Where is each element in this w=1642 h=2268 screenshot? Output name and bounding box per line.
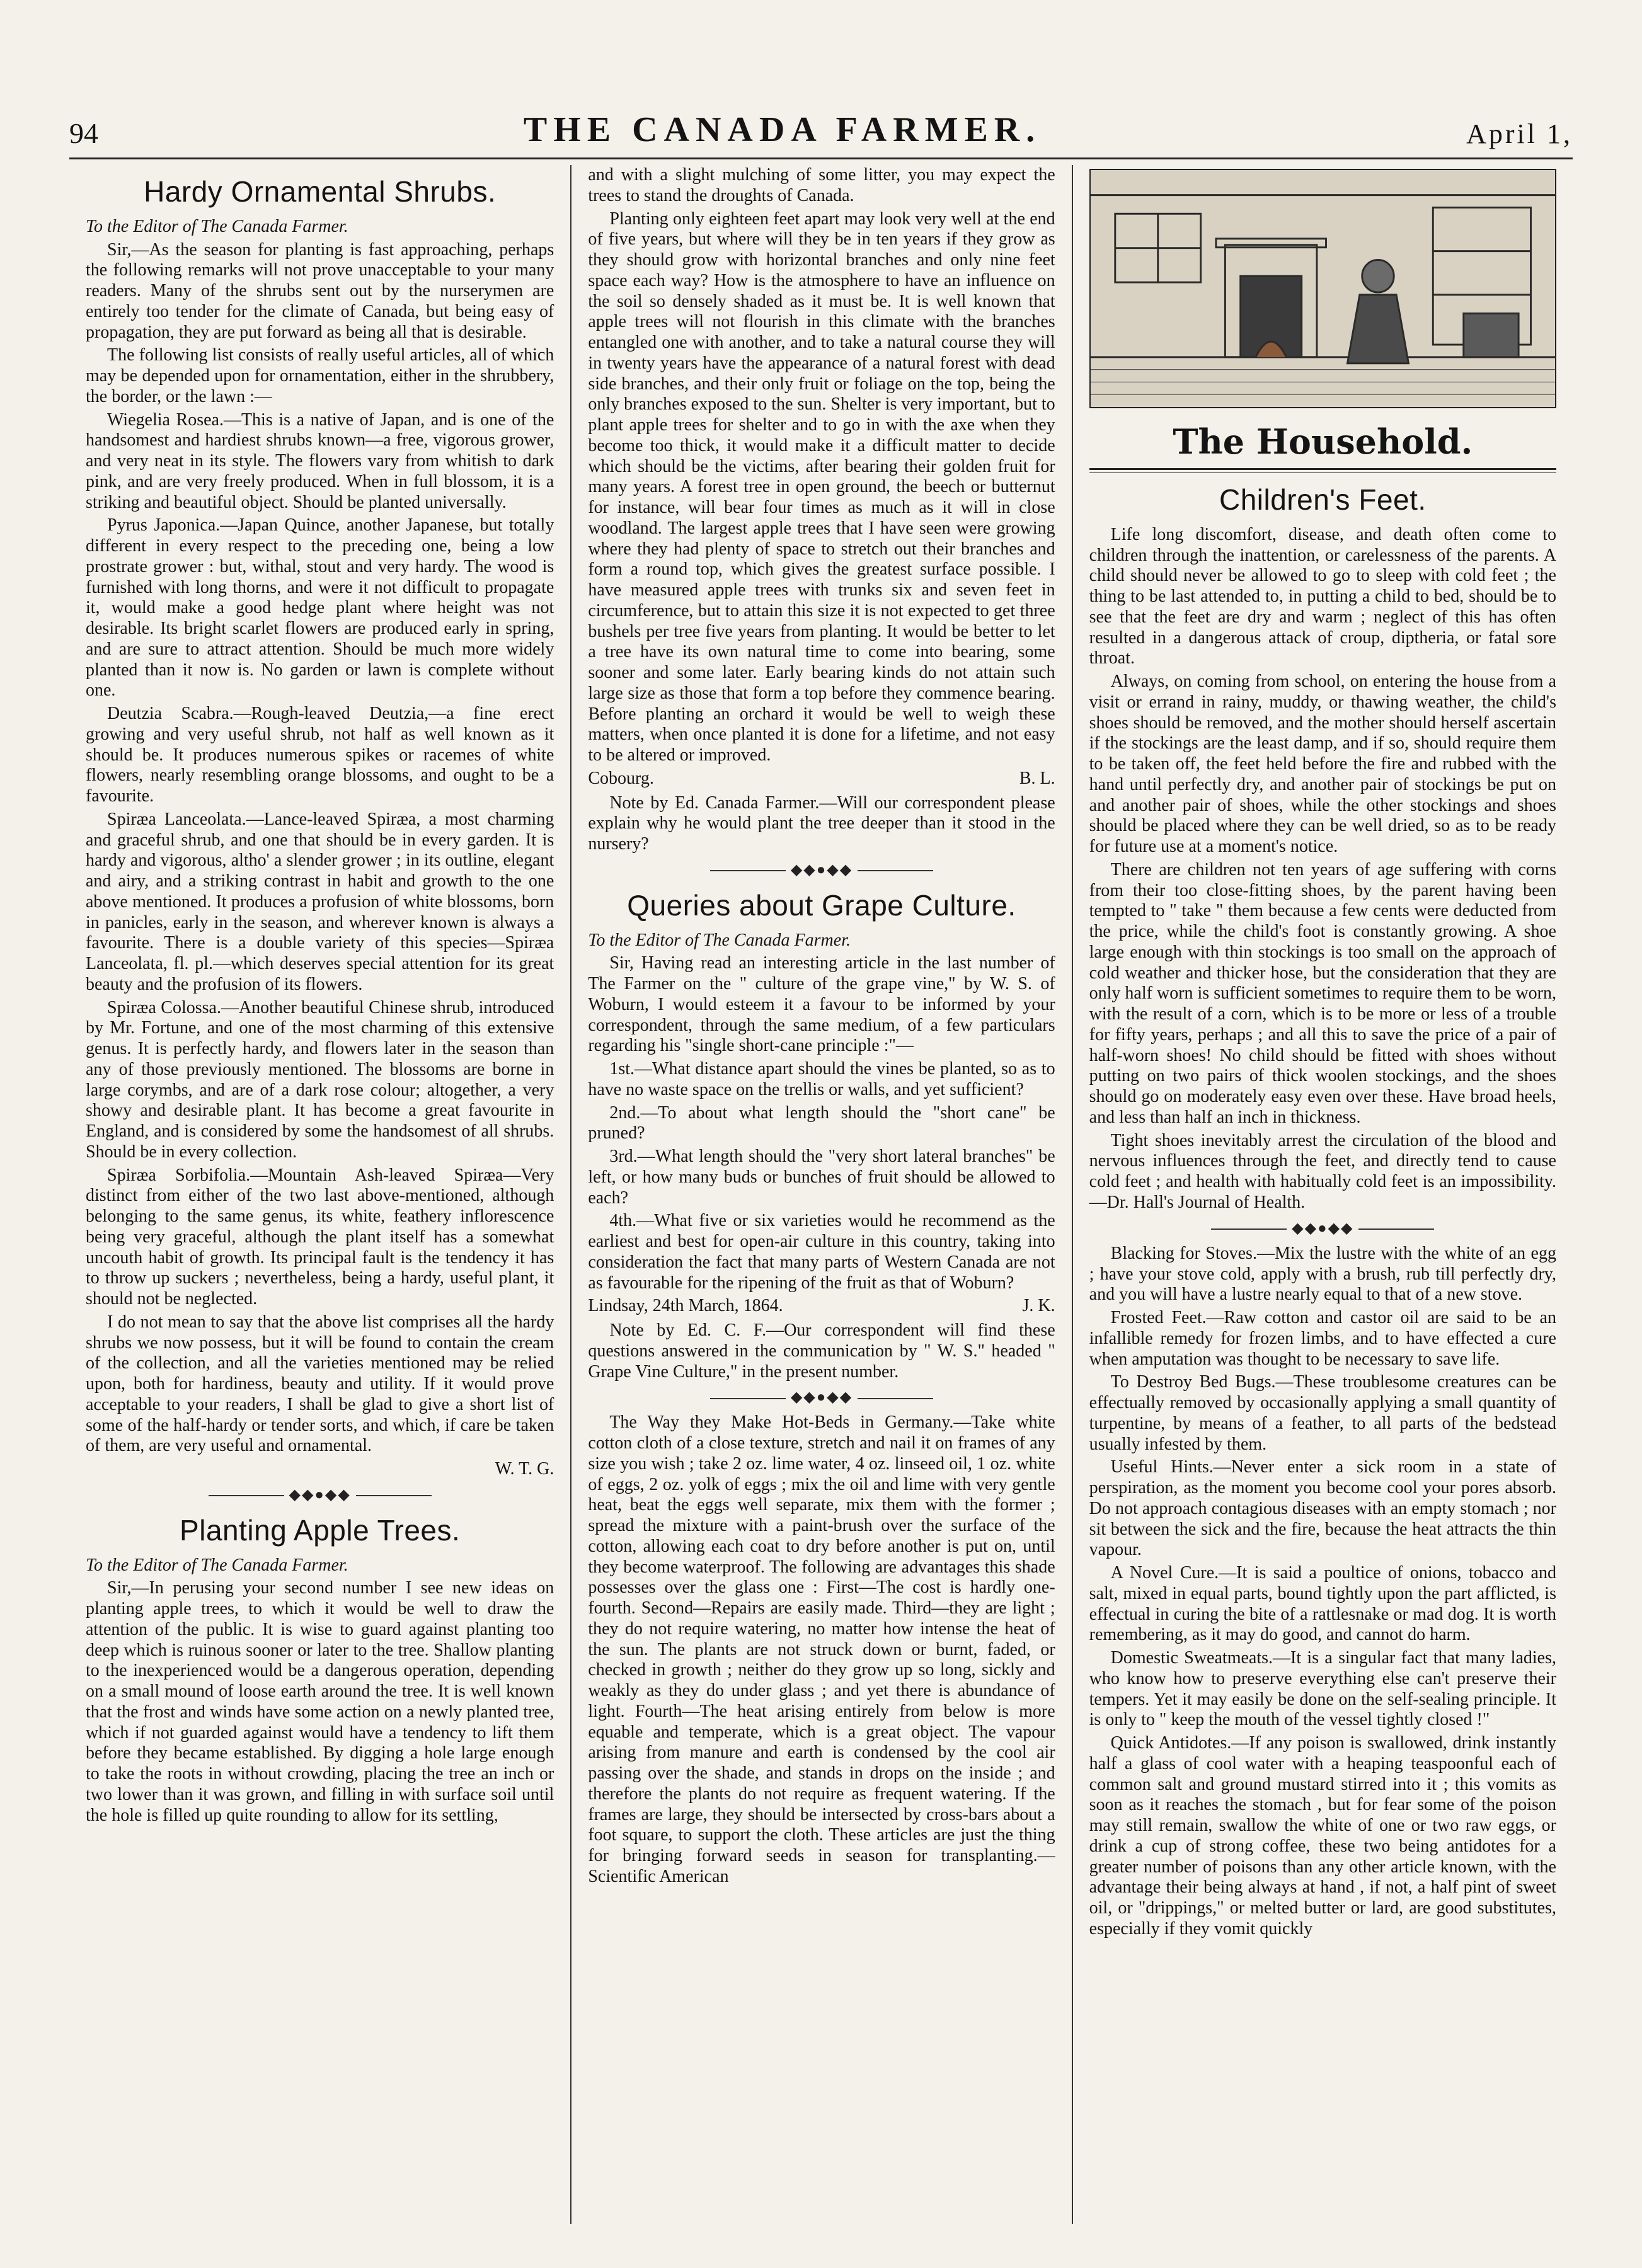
paragraph: Spiræa Colossa.—Another beautiful Chinese shrub, introduced by Mr. Fortune, and one of the most charming of this extensive genus. It is perfectly hardy, and flowers later in the season than any of those previously mentioned. The blossoms are borne in large corymbs, and are of a dark rose colour; altogether, a very showy and desirable plant. It has become a great favourite in England, and is considered by some the handsomest of all shrubs. Should be in every collection. [86, 997, 554, 1162]
query: 2nd.—To about what length should the "short cane" be pruned? [588, 1102, 1055, 1143]
paragraph: Pyrus Japonica.—Japan Quince, another Japanese, but totally different in every respect to the preceding one, being a low prostrate grower : but, withal, stout and very hardy. The wood is furnished with long thorns, and were it not difficult to propagate it, would make a good hedge plant where height was not desirable. Its bright scarlet flowers are produced early in spring, and are sure to attract attention. Should be much more widely planted than it now is. No garden or lawn is complete without one. [86, 515, 554, 701]
paragraph: The Way they Make Hot-Beds in Germany.—Take white cotton cloth of a close texture, stretch and nail it on frames of any size you wish ; take 2 oz. lime water, 4 oz. linseed oil, 1 oz. white of eggs, 2 oz. yolk of eggs ; mix the oil and lime with very gentle heat, beat the eggs well separate, mix them with the former ; spread the mixture with a paint-brush over the surface of the cotton, allowing each coat to dry before another is put on, until they become waterproof. The following are advantages this shade possesses over the glass one : First—The cost is hardly one-fourth. Second—Repairs are easily made. Third—they are light ; they do not require watering, no matter how intense the heat of the sun. The plants are not struck down or burnt, faded, or checked in growth ; neither do they grow up so long, sickly and weakly as they do under glass ; and yet there is abundance of light. Fourth—The heat arising entirely from below is more equable and temperate, which is a great object. The vapour arising from manure and earth is condensed by the cool air passing over the shade, and stands in drops on the inside ; and therefore the plants do not require as frequent watering. If the frames are large, they should be intersected by cross-bars about a foot square, to support the cloth. These articles are just the thing for bringing forward seeds in season for transplanting.—Scientific American [588, 1412, 1055, 1886]
paragraph: A Novel Cure.—It is said a poultice of onions, tobacco and salt, mixed in equal parts, bound tightly upon the part afflicted, is effectual in curing the bite of a rattlesnake or mad dog. It is worth remembering, as it may do good, and cannot do harm. [1089, 1563, 1556, 1645]
editor-note: Note by Ed. Canada Farmer.—Will our correspondent please explain why he would plant the tree deeper than it stood in the nursery? [588, 793, 1055, 854]
paragraph: Blacking for Stoves.—Mix the lustre with the white of an egg ; have your stove cold, apply with a brush, rub till perfectly dry, and you will have a lustre nearly equal to that of a new stove. [1089, 1243, 1556, 1305]
section-rule [1089, 468, 1556, 473]
header-rule [69, 158, 1573, 159]
paragraph: Always, on coming from school, on entering the house from a visit or errand in rainy, muddy, or thawing weather, the child's shoes should be removed, and the mother should herself ascertain if the stockings are the least damp, and if so, should require them to be taken off, the feet held before the fire and rubbed with the hand until perfectly dry, and another pair of stockings be put on and another pair of shoes, while the other stockings and shoes should be placed where they can be well dried, so as to be ready for future use at a moment's notice. [1089, 672, 1556, 857]
place: Cobourg. [588, 768, 654, 788]
masthead [69, 100, 1573, 150]
signature-line [86, 1459, 554, 1480]
paragraph: Sir,—In perusing your second number I see new ideas on planting apple trees, to which it would be well to draw the attention of the public. It is wise to guard against planting too deep which is ruinous sooner or later to the tree. Shallow planting to the inexperienced would be a dangerous operation, depending on a small mound of loose earth around the tree. It is well known that the frost and winds have some action on a newly planted tree, which if not guarded against would have a tendency to lift them before they became established. By digging a hole large enough to take the roots in without crowding, placing the tree an inch or two lower than it was grown, and filling in with surface soil until the hole is filled up quite rounding to allow for its settling, [86, 1578, 554, 1825]
paragraph: Wiegelia Rosea.—This is a native of Japan, and is one of the handsomest and hardiest shrubs known—a free, vigorous grower, and very neat in its style. The flowers vary from whitish to dark pink, and are very freely produced. When in full blossom, it is a striking and beautiful object. Should be planted universally. [86, 410, 554, 512]
ornament-divider: ◆◆●◆◆ [86, 1486, 554, 1504]
signature: J. K. [1022, 1296, 1055, 1316]
signature-line [588, 1296, 1055, 1317]
query: 3rd.—What length should the "very short lateral branches" be left, or how many buds or bunches of fruit should be allowed to each? [588, 1147, 1055, 1208]
column-1 [69, 165, 570, 2224]
paragraph: I do not mean to say that the above list comprises all the hardy shrubs we now possess, but it will be found to contain the cream of the collection, and all the varieties mentioned may be relied upon, both for hardiness, beauty and utility. If it would prove acceptable to your readers, I shall be glad to give a short list of some of the half-hardy or tender sorts, and which, if care be taken of them, are very useful and ornamental. [86, 1312, 554, 1456]
paragraph: Spiræa Lanceolata.—Lance-leaved Spiræa, a most charming and graceful shrub, and one that should be in every garden. It is hardy and vigorous, altho' a slender grower ; in its outline, elegant and airy, and a striking contrast in habit and growth to the one above mentioned. It produces a profusion of white blossoms, born in panicles, early in the season, and wherever known is always a favourite. There is a double variety of this species—Spiræa Lanceolata, fl. pl.—which deserves special attention for its great beauty and the profusion of its flowers. [86, 809, 554, 994]
paragraph: To Destroy Bed Bugs.—These troublesome creatures can be effectually removed by occasionally applying a small quantity of turpentine, by means of a feather, to all parts of the bedstead usually infested by them. [1089, 1372, 1556, 1454]
household-illustration [1089, 169, 1556, 408]
paragraph: Sir, Having read an interesting article in the last number of The Farmer on the " culture of the grape vine," by W. S. of Woburn, I would esteem it a favour to be informed by your correspondent, through the same medium, of a few particulars regarding his "single short-cane principle :"— [588, 953, 1055, 1056]
query: 1st.—What distance apart should the vines be planted, so as to have no waste space on the trellis or walls, and yet sufficient? [588, 1059, 1055, 1099]
paragraph: Tight shoes inevitably arrest the circulation of the blood and nervous influences through the feet, and directly tend to cause cold feet ; and health with habitually cold feet is an impossibility.—Dr. Hall's Journal of Health. [1089, 1130, 1556, 1212]
signature: W. T. G. [495, 1459, 554, 1479]
ornament-divider: ◆◆●◆◆ [588, 1389, 1055, 1406]
paragraph: The following list consists of really useful articles, all of which may be depended upon for ornamentation, either in the shrubbery, the border, or the lawn :— [86, 345, 554, 406]
paragraph: Planting only eighteen feet apart may look very well at the end of five years, but where will they be in ten years if they grow as they should grow with horizontal branches and only nine feet space each way? How is the atmosphere to have an influence on the soil so densely shaded as it must be. It is well known that apple trees will not flourish in this climate with the branches entangled one with another, and to take a natural course they will in twenty years have the appearance of a natural forest with dead side branches, and their only fruit or foliage on the top, being the only branches exposed to the sun. Shelter is very important, but to plant apple trees for shelter and to go in with the axe when they become too thick, it would make it a difficult matter to decide which should be the victims, after bearing their golden fruit for many years. A forest tree in open ground, the beech or butternut for instance, will bear four times as much as it will in close woodland. The largest apple trees that I have seen were growing where they had plenty of space to stretch out their branches and form a round top, which gives the greatest surface possible. I have measured apple trees with trunks six and seven feet in circumference, but to attain this size it is not expected to get three bushels per tree five years from planting. It would be better to let a tree have its own natural time to come into bearing, some sooner and some later. Early bearing kinds do not attain such large size as those that form a top before they commence bearing. Before planting an orchard it would be well to weigh these matters, when once planted it is done for a lifetime, and not easy to be altered or improved. [588, 209, 1055, 765]
paragraph: Domestic Sweatmeats.—It is a singular fact that many ladies, who know how to preserve everything else can't preserve their tempers. Yet it may easily be done on the self-sealing principle. It is only to " keep the mouth of the vessel tightly closed !" [1089, 1648, 1556, 1730]
signature: B. L. [1019, 768, 1055, 788]
salutation: To the Editor of The Canada Farmer. [86, 1555, 348, 1575]
columns [69, 165, 1573, 2224]
issue-date: April 1, [1466, 118, 1573, 149]
article-title-hardy-shrubs: Hardy Ornamental Shrubs. [144, 175, 497, 208]
ornament-divider: ◆◆●◆◆ [588, 861, 1055, 879]
paragraph: and with a slight mulching of some litter, you may expect the trees to stand the droughts of Canada. [588, 165, 1055, 205]
article-title-apple-trees: Planting Apple Trees. [180, 1513, 461, 1547]
paragraph: Useful Hints.—Never enter a sick room in a state of perspiration, as the moment you become cool your pores absorb. Do not approach contagious diseases with an empty stomach ; nor sit between the sick and the fire, because the heat attracts the thin vapour. [1089, 1457, 1556, 1560]
paragraph: Life long discomfort, disease, and death often come to children through the inattention, or carelessness of the parents. A child should never be allowed to go to sleep with cold feet ; the thing to be last attended to, in putting a child to bed, should be to see that the feet are dry and warm ; neglect of this has often resulted in a dangerous attack of croup, diptheria, or fatal sore throat. [1089, 524, 1556, 668]
column-3 [1072, 165, 1573, 2224]
paragraph: Deutzia Scabra.—Rough-leaved Deutzia,—a fine erect growing and very useful shrub, not half as well known as it should be. It produces numerous spikes or racemes of white flowers, nearly resembling orange blossoms, and ought to be a favourite. [86, 704, 554, 806]
ornament-divider: ◆◆●◆◆ [1089, 1220, 1556, 1237]
query: 4th.—What five or six varieties would he recommend as the earliest and best for open-air culture in this country, taking into consideration the fact that many parts of Western Canada are not as favourable for the ripening of the fruit as that of Woburn? [588, 1211, 1055, 1293]
paragraph: There are children not ten years of age suffering with corns from their too close-fitting shoes, by the parent having been tempted to " take " them because a few cents were deducted from the price, while the child's foot is constantly growing. A shoe large enough with thin stockings is too small on the approach of cold weather and thicker hose, but the consideration that they are only half worn is sufficient sometimes to require them to be worn, with the result of a corn, which is to be more or less of a trouble for fifty years, perhaps ; and all this to save the price of a pair of half-worn shoes! No child should be fitted with shoes without putting on two pairs of thick woolen stockings, and the shoes should go on moderately easy even over these. Have broad heels, and less than half an inch in thickness. [1089, 859, 1556, 1127]
editor-note: Note by Ed. C. F.—Our correspondent will find these questions answered in the communication by " W. S." headed " Grape Vine Culture," in the present number. [588, 1320, 1055, 1382]
paragraph: Frosted Feet.—Raw cotton and castor oil are said to be an infallible remedy for frozen limbs, and to have effected a cure when amputation was thought to be necessary to save life. [1089, 1308, 1556, 1369]
signature-line [588, 769, 1055, 789]
salutation: To the Editor of The Canada Farmer. [86, 216, 348, 236]
paragraph: Spiræa Sorbifolia.—Mountain Ash-leaved Spiræa—Very distinct from either of the two last above-mentioned, although belonging to the same genus, its white, feathery inflorescence being very graceful, although the plant itself has a somewhat uncouth habit of growth. Its principal fault is the tendency it has to throw up suckers ; nevertheless, being a hardy, useful plant, it should not be neglected. [86, 1165, 554, 1309]
salutation: To the Editor of The Canada Farmer. [588, 930, 851, 950]
article-title-grape-culture: Queries about Grape Culture. [627, 888, 1016, 922]
page-number: 94 [69, 117, 98, 149]
section-title-household: The Household. [1173, 421, 1473, 462]
column-2 [570, 165, 1071, 2224]
paragraph: Quick Antidotes.—If any poison is swallowed, drink instantly half a glass of cool water with a heaping teaspoonful each of common salt and ground mustard stirred into it ; this vomits as soon as it reaches the stomach , but for fear some of the poison may still remain, swallow the white of one or two raw eggs, or drink a cup of strong coffee, these two being antidotes for a greater number of poisons than any other article known, with the advantage their being always at hand , if not, a half pint of sweet oil, or "drippings," or melted butter or lard, are good substitutes, especially if they vomit quickly [1089, 1733, 1556, 1939]
article-title-childrens-feet: Children's Feet. [1219, 483, 1427, 517]
paper-title: THE CANADA FARMER. [523, 110, 1042, 149]
paragraph: Sir,—As the season for planting is fast approaching, perhaps the following remarks will not prove unacceptable to your many readers. Many of the shrubs sent out by the nurserymen are entirely too tender for the climate of Canada, but being easy of propagation, they are put forward as being all that is desirable. [86, 239, 554, 342]
place: Lindsay, 24th March, 1864. [588, 1296, 783, 1316]
